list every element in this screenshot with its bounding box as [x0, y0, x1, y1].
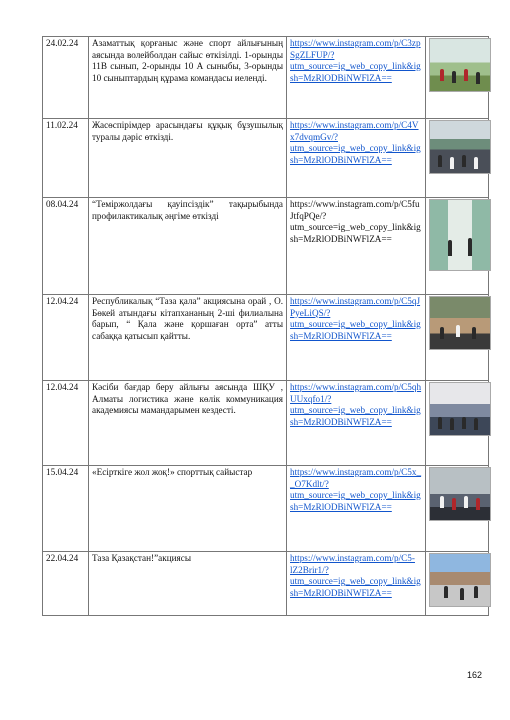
event-date: 11.02.24	[43, 119, 89, 198]
event-photo-cell	[426, 37, 489, 119]
event-date: 12.04.24	[43, 295, 89, 381]
event-description: Кәсіби бағдар беру айлығы аясында ШҚУ , Алматы логистика және көлік коммуникация академиясы мамандарымен кездесті.	[89, 381, 287, 466]
page-number: 162	[466, 670, 482, 680]
event-date: 24.02.24	[43, 37, 89, 119]
event-photo-cell	[426, 466, 489, 552]
event-description: Таза Қазақстан!”акциясы	[89, 552, 287, 616]
event-date: 12.04.24	[43, 381, 89, 466]
volleyball-gym-photo	[429, 38, 491, 92]
event-photo-cell	[426, 552, 489, 616]
table-row	[43, 466, 489, 552]
table-row	[43, 295, 489, 381]
table-row	[43, 552, 489, 616]
event-link[interactable]: https://www.instagram.com/p/C5x__O7Kdlt/?utm_source=ig_web_copy_link&igsh=MzRlODBiNWFlZA==	[287, 466, 426, 552]
event-date: 15.04.24	[43, 466, 89, 552]
event-date: 22.04.24	[43, 552, 89, 616]
event-photo-cell	[426, 119, 489, 198]
event-link[interactable]: https://www.instagram.com/p/C5-lZ2Brir1/?utm_source=ig_web_copy_link&igsh=MzRlODBiNWFlZA==	[287, 552, 426, 616]
meeting-classroom-photo	[429, 382, 491, 436]
schoolyard-cleanup-photo	[429, 553, 491, 607]
event-link[interactable]: https://www.instagram.com/p/C5qJPyeLiQS/?utm_source=ig_web_copy_link&igsh=MzRlODBiNWFlZA==	[287, 295, 426, 381]
event-date: 08.04.24	[43, 198, 89, 295]
event-description: «Есірткіге жол жоқ!» спорттық сайыстар	[89, 466, 287, 552]
event-photo-cell	[426, 381, 489, 466]
library-lesson-photo	[429, 296, 491, 350]
event-link[interactable]: https://www.instagram.com/p/C5qhUUxqfo1/?utm_source=ig_web_copy_link&igsh=MzRlODBiNWFlZA==	[287, 381, 426, 466]
event-photo-cell	[426, 295, 489, 381]
event-link[interactable]: https://www.instagram.com/p/C5fuJtfqPQe/?utm_source=ig_web_copy_link&igsh=MzRlODBiNWFlZA==	[287, 198, 426, 295]
event-description: Жасөспірімдер арасындағы құқық бұзушылық туралы дәріс өткізді.	[89, 119, 287, 198]
events-table	[42, 36, 489, 616]
table-row	[43, 37, 489, 119]
event-link[interactable]: https://www.instagram.com/p/C3zpSgZLFUP/?utm_source=ig_web_copy_link&igsh=MzRlODBiNWFlZA==	[287, 37, 426, 119]
event-photo-cell	[426, 198, 489, 295]
classroom-lecture-photo	[429, 120, 491, 174]
event-description: Азаматтық қорғаныс және спорт айлығының аясында волейболдан сайыс өткізілді. 1-орынды 11В сынып, 2-орынды 10 А сыныбы, 3-орынды 10 сыныптардың құрама командасы иеленді.	[89, 37, 287, 119]
table-row	[43, 198, 489, 295]
school-hall-photo	[429, 199, 491, 271]
event-description: Республикалық “Таза қала” акциясына орай , О. Бөкей атындағы кітапхананың 2-ші филиалына барып, “ Қала және қоршаған орта” атты сабаққа қатысып қайтты.	[89, 295, 287, 381]
event-description: “Теміржолдағы қауіпсіздік” тақырыбында профилактикалық әңгіме өткізді	[89, 198, 287, 295]
table-row	[43, 381, 489, 466]
event-link[interactable]: https://www.instagram.com/p/C4Vx7dvqmGv/?utm_source=ig_web_copy_link&igsh=MzRlODBiNWFlZA==	[287, 119, 426, 198]
sports-competition-photo	[429, 467, 491, 521]
table-row	[43, 119, 489, 198]
